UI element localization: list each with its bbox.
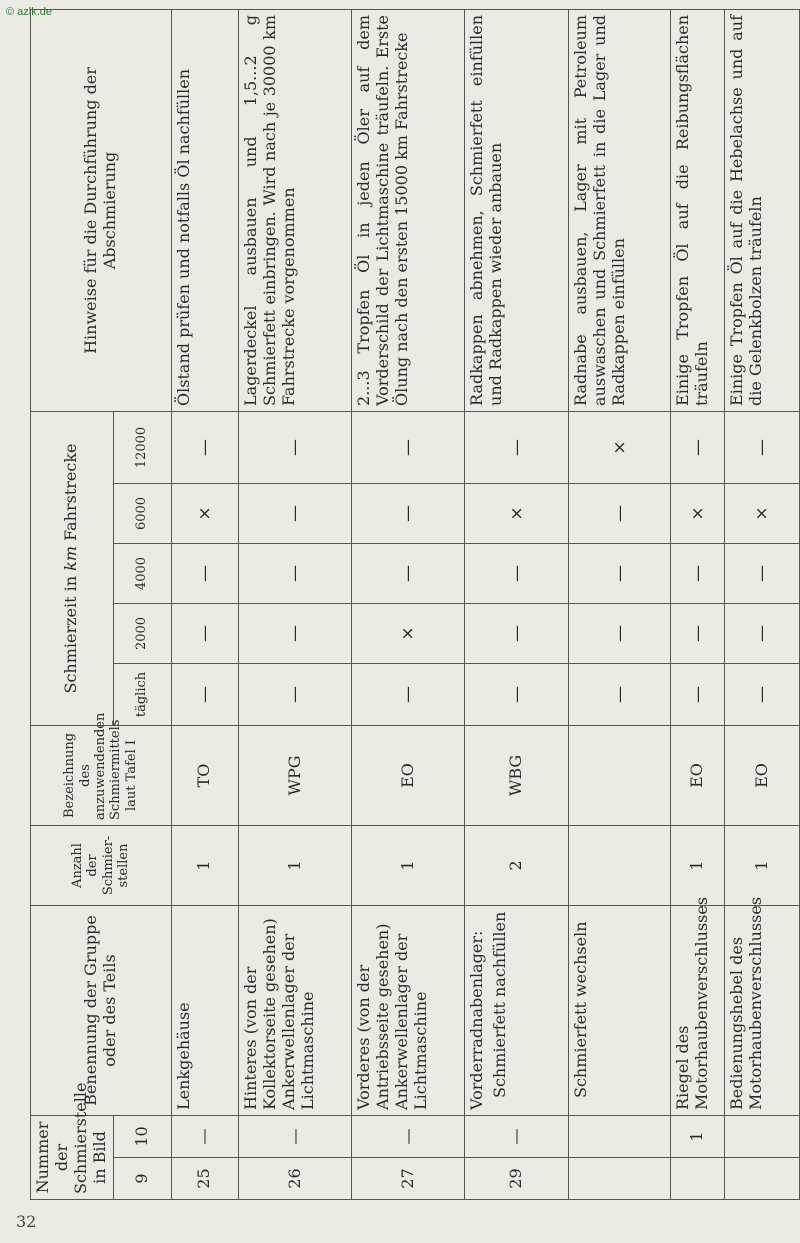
cell-bild10: — [239,1115,352,1157]
table-header [31,9,172,1199]
rotated-table-container [30,10,800,1200]
cell-name: Riegel des Motorhaubenverschlusses [671,905,725,1115]
table-row [465,9,569,1199]
header-hinweise: Hinweise für die Durchführung der Abschmierung [31,9,172,411]
cell-count: 1 [725,825,800,905]
header-benennung: Benennung der Gruppe oder des Teils [31,905,172,1115]
cell-mark: — [725,543,800,603]
cell-mark: — [171,411,239,483]
cell-mark: × [569,411,671,483]
cell-bild10: — [352,1115,465,1157]
cell-bild9 [569,1158,671,1200]
cell-name: Hinteres (von der Kollektorseite gesehen) Ankerwellenlager der Lichtmaschine [239,905,352,1115]
cell-mark: — [671,543,725,603]
cell-hint: Einige Tropfen Öl auf die Reibungsflächen träufeln [671,9,725,411]
cell-lubricant: EO [725,725,800,825]
cell-count: 1 [352,825,465,905]
cell-lubricant: TO [171,725,239,825]
header-schmierzeit-suffix: Fahrstrecke [61,443,81,546]
cell-count: 1 [239,825,352,905]
cell-bild9 [671,1158,725,1200]
cell-lubricant: EO [352,725,465,825]
cell-mark: — [239,411,352,483]
cell-name-group: Vorderradnabenlager: [467,930,487,1110]
cell-bild9: 27 [352,1158,465,1200]
cell-mark: — [465,543,569,603]
cell-mark: — [569,543,671,603]
cell-mark: — [569,663,671,725]
lubrication-table [30,9,800,1200]
cell-mark: × [725,483,800,543]
cell-bild10: — [171,1115,239,1157]
cell-lubricant: WPG [239,725,352,825]
cell-count: 1 [671,825,725,905]
header-bild-9: 9 [113,1158,171,1200]
cell-name-sub: Schmierfett wechseln [571,921,591,1098]
header-schmierzeit-prefix: Schmierzeit in [61,570,81,694]
header-anzahl: Anzahl der Schmier-stellen [31,825,172,905]
cell-bild10: — [465,1115,569,1157]
cell-name-sub: Schmierfett nachfüllen [490,911,510,1098]
cell-mark: — [725,603,800,663]
cell-mark: — [671,411,725,483]
cell-mark: — [352,543,465,603]
page-number: 32 [16,1212,37,1231]
cell-hint: Lagerdeckel ausbauen und 1,5...2 g Schmierfett einbringen. Wird nach je 30000 km Fahrstrecke vorgenommen [239,9,352,411]
cell-name [465,905,569,1115]
cell-hint: Radnabe ausbauen, Lager mit Petroleum auswaschen und Schmierfett in die Lager und Radkappen einfüllen [569,9,671,411]
cell-mark: — [239,543,352,603]
cell-mark: — [671,663,725,725]
cell-bild10 [569,1115,671,1157]
cell-hint: 2...3 Tropfen Öl in jeden Öler auf dem Vorderschild der Lichtmaschine träufeln. Erste Ölung nach den ersten 15000 km Fahrstrecke [352,9,465,411]
cell-mark: — [239,483,352,543]
cell-count [569,825,671,905]
cell-mark: — [569,603,671,663]
table-row [569,9,671,1199]
cell-bild9 [725,1158,800,1200]
header-interval-12000: 12000 [113,411,171,483]
cell-hint: Radkappen abnehmen, Schmierfett einfüllen und Radkappen wieder anbauen [465,9,569,411]
cell-mark: — [352,483,465,543]
cell-name: Lenkgehäuse [171,905,239,1115]
table-row [352,9,465,1199]
cell-bild10: 1 [671,1115,725,1157]
header-schmierzeit [31,411,114,725]
table-body [171,9,800,1199]
cell-lubricant: WBG [465,725,569,825]
cell-mark: × [671,483,725,543]
cell-bild9: 25 [171,1158,239,1200]
cell-bild9: 29 [465,1158,569,1200]
cell-count: 1 [171,825,239,905]
header-interval-4000: 4000 [113,543,171,603]
cell-hint: Ölstand prüfen und notfalls Öl nachfüllen [171,9,239,411]
header-interval-6000: 6000 [113,483,171,543]
table-row [239,9,352,1199]
cell-mark: × [352,603,465,663]
header-schmierzeit-unit: km [61,545,81,571]
table-row [671,9,725,1199]
header-interval-taeglich: täglich [113,663,171,725]
cell-bild10 [725,1115,800,1157]
cell-name: Vorderes (von der Antriebsseite gesehen) Ankerwellenlager der Lichtmaschine [352,905,465,1115]
cell-mark: — [352,663,465,725]
header-interval-2000: 2000 [113,603,171,663]
cell-mark: — [171,663,239,725]
table-row [725,9,800,1199]
cell-mark: — [465,663,569,725]
cell-mark: × [465,483,569,543]
cell-mark: — [352,411,465,483]
cell-mark: × [171,483,239,543]
cell-mark: — [239,663,352,725]
cell-lubricant: EO [671,725,725,825]
header-nummer: Nummer der Schmierstelle in Bild [31,1115,114,1199]
cell-mark: — [171,543,239,603]
header-bezeichnung: Bezeichnung des anzuwendenden Schmiermittels laut Tafel I [31,725,172,825]
cell-hint: Einige Tropfen Öl auf die Hebelachse und auf die Gelenkbolzen träufeln [725,9,800,411]
cell-mark: — [465,411,569,483]
cell-mark: — [465,603,569,663]
cell-count: 2 [465,825,569,905]
cell-mark: — [171,603,239,663]
cell-mark: — [671,603,725,663]
cell-name: Bedienungshebel des Motorhaubenverschlusses [725,905,800,1115]
cell-mark: — [725,663,800,725]
cell-name [569,905,671,1115]
header-bild-10: 10 [113,1115,171,1157]
watermark: © azlk.de [6,6,53,18]
table-row [171,9,239,1199]
cell-mark: — [725,411,800,483]
cell-lubricant [569,725,671,825]
cell-mark: — [569,483,671,543]
cell-mark: — [239,603,352,663]
cell-bild9: 26 [239,1158,352,1200]
